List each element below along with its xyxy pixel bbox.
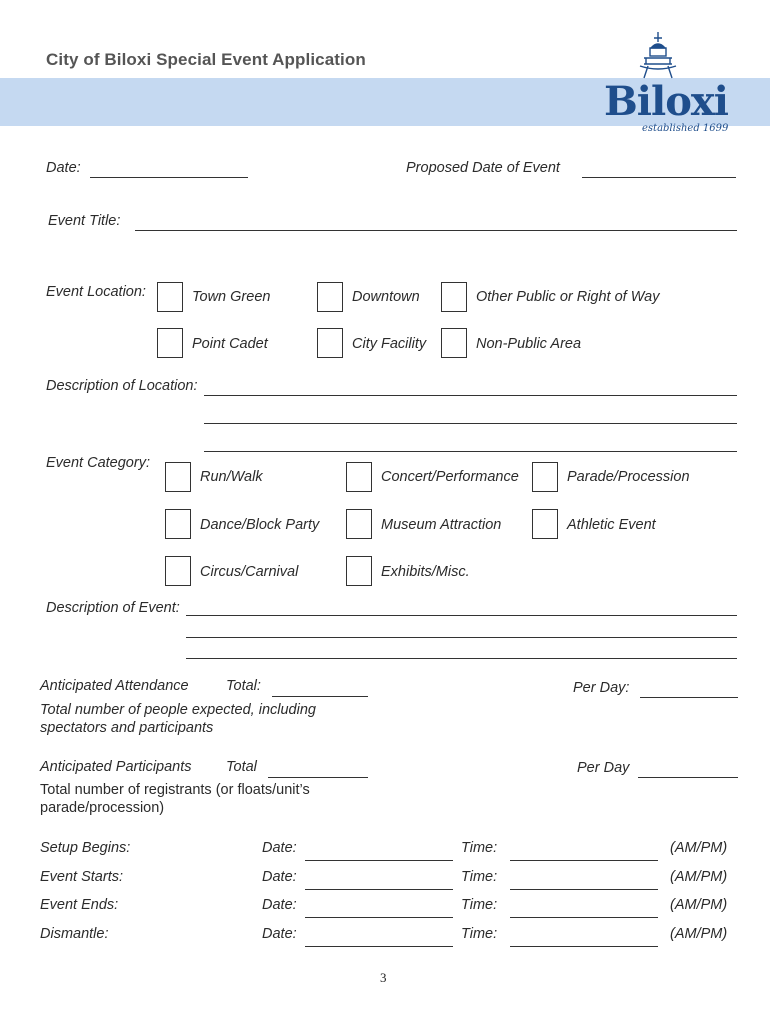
attendance-note: Total number of people expected, including spectators and participants xyxy=(40,702,316,736)
schedule-time-label: Time: xyxy=(461,897,498,913)
downtown-label: Downtown xyxy=(352,289,420,305)
attendance-per-day-label: Per Day: xyxy=(573,680,630,696)
schedule-ampm: (AM/PM) xyxy=(670,869,728,885)
run-walk-label: Run/Walk xyxy=(200,469,263,485)
other-public-label: Other Public or Right of Way xyxy=(476,289,660,305)
participants-note-text: Total number of registrants (or floats/unit’s parade/procession) xyxy=(40,782,310,816)
dance-label: Dance/Block Party xyxy=(200,517,320,533)
date-label: Date: xyxy=(46,160,81,176)
circus-checkbox[interactable] xyxy=(165,556,191,586)
event-title-label: Event Title: xyxy=(48,213,121,229)
point-cadet-checkbox[interactable] xyxy=(157,328,183,358)
schedule-date-label: Date: xyxy=(262,869,297,885)
participants-total-label: Total xyxy=(226,759,257,775)
museum-checkbox[interactable] xyxy=(346,509,372,539)
description-event-label: Description of Event: xyxy=(46,600,180,616)
logo-tagline: established 1699 xyxy=(642,123,729,134)
parade-label: Parade/Procession xyxy=(567,469,690,485)
schedule-ampm: (AM/PM) xyxy=(670,926,728,942)
schedule-time-label: Time: xyxy=(461,840,498,856)
schedule-time-label: Time: xyxy=(461,869,498,885)
attendance-per-day-field[interactable] xyxy=(640,697,738,698)
attendance-total-field[interactable] xyxy=(272,696,368,697)
participants-per-day-label: Per Day xyxy=(577,760,630,776)
attendance-label: Anticipated Attendance xyxy=(40,678,189,694)
town-green-checkbox[interactable] xyxy=(157,282,183,312)
proposed-date-label: Proposed Date of Event xyxy=(406,160,560,176)
schedule-date-label: Date: xyxy=(262,897,297,913)
schedule-time-field[interactable] xyxy=(510,889,658,890)
date-field[interactable] xyxy=(90,177,248,178)
schedule-row-label: Event Ends: xyxy=(40,897,119,913)
participants-note xyxy=(40,781,340,817)
schedule-row-label: Dismantle: xyxy=(40,926,109,942)
downtown-checkbox[interactable] xyxy=(317,282,343,312)
point-cadet-label: Point Cadet xyxy=(192,336,268,352)
proposed-date-field[interactable] xyxy=(582,177,736,178)
schedule-date-label: Date: xyxy=(262,840,297,856)
event-location-label: Event Location: xyxy=(46,284,146,300)
description-location-label: Description of Location: xyxy=(46,378,198,394)
page-number: 3 xyxy=(380,970,387,985)
attendance-total-label: Total: xyxy=(226,678,261,694)
description-location-line-1[interactable] xyxy=(204,395,737,396)
schedule-date-field[interactable] xyxy=(305,889,453,890)
non-public-label: Non-Public Area xyxy=(476,336,582,352)
concert-label: Concert/Performance xyxy=(381,469,519,485)
schedule-date-label: Date: xyxy=(262,926,297,942)
non-public-checkbox[interactable] xyxy=(441,328,467,358)
schedule-time-field[interactable] xyxy=(510,946,658,947)
description-event-line-1[interactable] xyxy=(186,615,737,616)
event-category-label: Event Category: xyxy=(46,455,150,471)
schedule-time-field[interactable] xyxy=(510,860,658,861)
logo-wordmark: Biloxi xyxy=(604,78,728,125)
participants-label: Anticipated Participants xyxy=(40,759,192,775)
description-location-line-3[interactable] xyxy=(204,451,737,452)
schedule-date-field[interactable] xyxy=(305,860,453,861)
schedule-time-label: Time: xyxy=(461,926,498,942)
town-green-label: Town Green xyxy=(192,289,271,305)
schedule-time-field[interactable] xyxy=(510,917,658,918)
concert-checkbox[interactable] xyxy=(346,462,372,492)
parade-checkbox[interactable] xyxy=(532,462,558,492)
schedule-row-label: Setup Begins: xyxy=(40,840,131,856)
event-title-field[interactable] xyxy=(135,230,737,231)
schedule-ampm: (AM/PM) xyxy=(670,840,728,856)
museum-label: Museum Attraction xyxy=(381,517,502,533)
schedule-date-field[interactable] xyxy=(305,946,453,947)
schedule-ampm: (AM/PM) xyxy=(670,897,728,913)
form-title: City of Biloxi Special Event Application xyxy=(46,50,366,69)
exhibits-checkbox[interactable] xyxy=(346,556,372,586)
description-location-line-2[interactable] xyxy=(204,423,737,424)
participants-total-field[interactable] xyxy=(268,777,368,778)
athletic-label: Athletic Event xyxy=(567,517,656,533)
circus-label: Circus/Carnival xyxy=(200,564,299,580)
participants-per-day-field[interactable] xyxy=(638,777,738,778)
description-event-line-3[interactable] xyxy=(186,658,737,659)
exhibits-label: Exhibits/Misc. xyxy=(381,564,470,580)
schedule-date-field[interactable] xyxy=(305,917,453,918)
run-walk-checkbox[interactable] xyxy=(165,462,191,492)
description-event-line-2[interactable] xyxy=(186,637,737,638)
athletic-checkbox[interactable] xyxy=(532,509,558,539)
city-facility-label: City Facility xyxy=(352,336,427,352)
city-facility-checkbox[interactable] xyxy=(317,328,343,358)
schedule-row-label: Event Starts: xyxy=(40,869,124,885)
dance-checkbox[interactable] xyxy=(165,509,191,539)
other-public-checkbox[interactable] xyxy=(441,282,467,312)
